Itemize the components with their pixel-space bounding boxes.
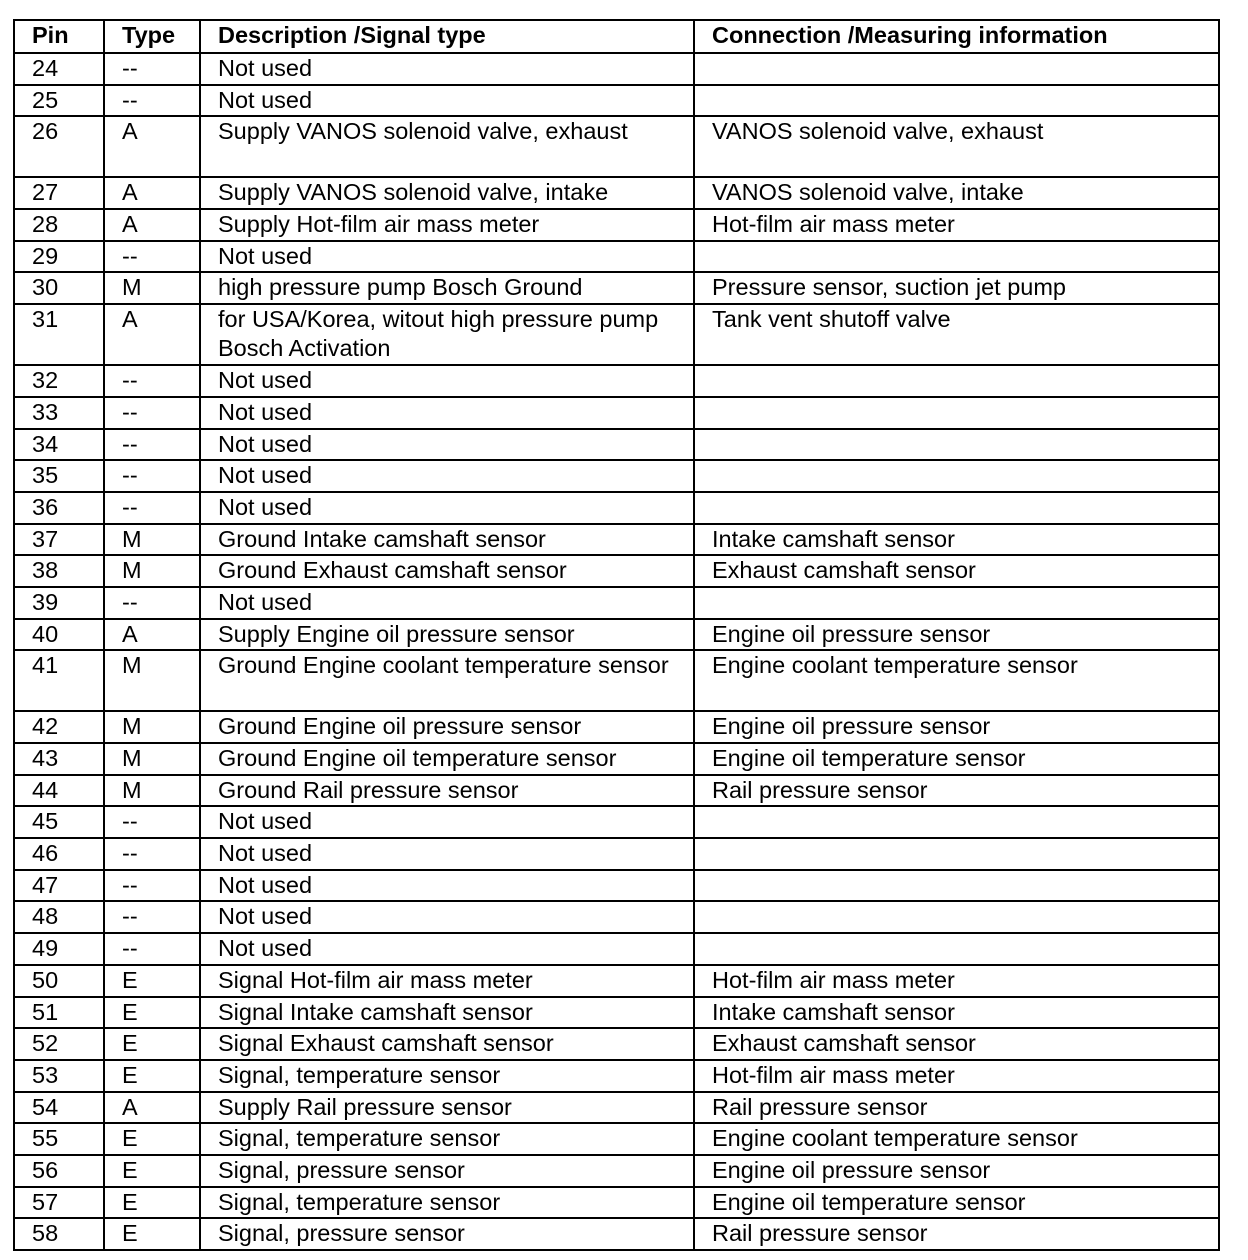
cell-pin: 47 [14, 870, 104, 902]
cell-description: Signal, temperature sensor [200, 1123, 694, 1155]
cell-description: Not used [200, 241, 694, 273]
table-row [14, 901, 1219, 933]
cell-type: M [104, 272, 200, 304]
table-row [14, 1218, 1219, 1250]
cell-pin: 25 [14, 85, 104, 117]
cell-type: E [104, 1187, 200, 1219]
cell-connection: Engine oil temperature sensor [694, 1187, 1219, 1219]
table-body [14, 53, 1219, 1250]
header-connection: Connection /Measuring information [694, 20, 1219, 53]
cell-connection [694, 901, 1219, 933]
cell-pin: 56 [14, 1155, 104, 1187]
table-row [14, 177, 1219, 209]
cell-connection: Rail pressure sensor [694, 1092, 1219, 1124]
cell-description: Signal, temperature sensor [200, 1060, 694, 1092]
cell-description: Ground Exhaust camshaft sensor [200, 555, 694, 587]
cell-description: Ground Intake camshaft sensor [200, 524, 694, 556]
cell-description: for USA/Korea, witout high pressure pump Bosch Activation [200, 304, 694, 365]
cell-description: Not used [200, 365, 694, 397]
cell-connection [694, 429, 1219, 461]
table-row [14, 241, 1219, 273]
cell-connection: Hot-film air mass meter [694, 1060, 1219, 1092]
cell-pin: 27 [14, 177, 104, 209]
cell-description: Signal Hot-film air mass meter [200, 965, 694, 997]
table-row [14, 85, 1219, 117]
cell-description: Not used [200, 901, 694, 933]
cell-connection [694, 870, 1219, 902]
cell-type: E [104, 997, 200, 1029]
cell-connection: Engine oil pressure sensor [694, 1155, 1219, 1187]
cell-pin: 41 [14, 650, 104, 711]
cell-pin: 39 [14, 587, 104, 619]
cell-description: Not used [200, 806, 694, 838]
cell-description: Not used [200, 85, 694, 117]
cell-pin: 38 [14, 555, 104, 587]
cell-description: Not used [200, 870, 694, 902]
cell-description: Supply VANOS solenoid valve, exhaust [200, 116, 694, 177]
cell-connection: Intake camshaft sensor [694, 997, 1219, 1029]
cell-type: E [104, 1155, 200, 1187]
cell-description: Not used [200, 397, 694, 429]
cell-description: Not used [200, 53, 694, 85]
cell-description: Not used [200, 587, 694, 619]
cell-connection [694, 397, 1219, 429]
cell-type: -- [104, 870, 200, 902]
cell-connection [694, 806, 1219, 838]
cell-description: Supply Engine oil pressure sensor [200, 619, 694, 651]
cell-connection: Hot-film air mass meter [694, 209, 1219, 241]
table-row [14, 711, 1219, 743]
table-row [14, 933, 1219, 965]
header-row [14, 20, 1219, 53]
cell-type: -- [104, 587, 200, 619]
cell-description: Not used [200, 838, 694, 870]
cell-description: Ground Engine oil pressure sensor [200, 711, 694, 743]
cell-connection: VANOS solenoid valve, exhaust [694, 116, 1219, 177]
cell-pin: 50 [14, 965, 104, 997]
table-row [14, 397, 1219, 429]
cell-connection [694, 241, 1219, 273]
cell-pin: 55 [14, 1123, 104, 1155]
table-row [14, 1187, 1219, 1219]
cell-type: -- [104, 85, 200, 117]
cell-description: Not used [200, 933, 694, 965]
table-row [14, 838, 1219, 870]
cell-description: Supply Hot-film air mass meter [200, 209, 694, 241]
cell-pin: 32 [14, 365, 104, 397]
table-row [14, 1092, 1219, 1124]
cell-connection: Exhaust camshaft sensor [694, 1028, 1219, 1060]
cell-connection: VANOS solenoid valve, intake [694, 177, 1219, 209]
table-row [14, 1155, 1219, 1187]
cell-connection [694, 53, 1219, 85]
cell-connection: Engine oil temperature sensor [694, 743, 1219, 775]
cell-connection [694, 460, 1219, 492]
cell-type: -- [104, 806, 200, 838]
cell-pin: 40 [14, 619, 104, 651]
cell-pin: 42 [14, 711, 104, 743]
cell-type: M [104, 743, 200, 775]
cell-pin: 49 [14, 933, 104, 965]
cell-type: E [104, 1218, 200, 1250]
cell-pin: 51 [14, 997, 104, 1029]
cell-type: E [104, 1060, 200, 1092]
table-row [14, 304, 1219, 365]
cell-type: A [104, 304, 200, 365]
cell-description: high pressure pump Bosch Ground [200, 272, 694, 304]
cell-connection: Engine coolant temperature sensor [694, 1123, 1219, 1155]
cell-type: M [104, 775, 200, 807]
cell-pin: 30 [14, 272, 104, 304]
table-row [14, 775, 1219, 807]
table-row [14, 365, 1219, 397]
cell-description: Signal, temperature sensor [200, 1187, 694, 1219]
cell-connection: Rail pressure sensor [694, 1218, 1219, 1250]
cell-pin: 43 [14, 743, 104, 775]
cell-pin: 52 [14, 1028, 104, 1060]
cell-type: M [104, 555, 200, 587]
cell-pin: 37 [14, 524, 104, 556]
table-row [14, 743, 1219, 775]
header-pin: Pin [14, 20, 104, 53]
cell-connection: Pressure sensor, suction jet pump [694, 272, 1219, 304]
table-row [14, 965, 1219, 997]
cell-pin: 34 [14, 429, 104, 461]
table-row [14, 870, 1219, 902]
table-row [14, 460, 1219, 492]
table-row [14, 429, 1219, 461]
cell-pin: 29 [14, 241, 104, 273]
cell-connection [694, 492, 1219, 524]
cell-description: Ground Rail pressure sensor [200, 775, 694, 807]
table-row [14, 524, 1219, 556]
cell-pin: 26 [14, 116, 104, 177]
cell-type: M [104, 711, 200, 743]
cell-type: -- [104, 397, 200, 429]
cell-pin: 31 [14, 304, 104, 365]
cell-pin: 53 [14, 1060, 104, 1092]
cell-pin: 48 [14, 901, 104, 933]
table-row [14, 492, 1219, 524]
cell-description: Not used [200, 460, 694, 492]
cell-connection [694, 933, 1219, 965]
table-row [14, 1060, 1219, 1092]
cell-pin: 33 [14, 397, 104, 429]
cell-type: A [104, 177, 200, 209]
cell-connection: Intake camshaft sensor [694, 524, 1219, 556]
cell-connection: Engine oil pressure sensor [694, 711, 1219, 743]
cell-description: Ground Engine oil temperature sensor [200, 743, 694, 775]
cell-type: -- [104, 933, 200, 965]
header-type: Type [104, 20, 200, 53]
table-row [14, 116, 1219, 177]
cell-pin: 54 [14, 1092, 104, 1124]
cell-pin: 45 [14, 806, 104, 838]
cell-type: -- [104, 492, 200, 524]
cell-description: Ground Engine coolant temperature sensor [200, 650, 694, 711]
cell-description: Signal Exhaust camshaft sensor [200, 1028, 694, 1060]
cell-type: A [104, 209, 200, 241]
cell-pin: 44 [14, 775, 104, 807]
table-row [14, 997, 1219, 1029]
table-row [14, 555, 1219, 587]
cell-connection: Engine oil pressure sensor [694, 619, 1219, 651]
cell-connection: Rail pressure sensor [694, 775, 1219, 807]
cell-type: -- [104, 53, 200, 85]
cell-description: Supply Rail pressure sensor [200, 1092, 694, 1124]
cell-description: Signal, pressure sensor [200, 1155, 694, 1187]
cell-connection [694, 587, 1219, 619]
cell-pin: 58 [14, 1218, 104, 1250]
cell-connection: Engine coolant temperature sensor [694, 650, 1219, 711]
cell-type: -- [104, 241, 200, 273]
table-row [14, 650, 1219, 711]
cell-type: M [104, 650, 200, 711]
cell-type: E [104, 1123, 200, 1155]
table-row [14, 806, 1219, 838]
table-header [14, 20, 1219, 53]
cell-type: -- [104, 901, 200, 933]
cell-type: -- [104, 838, 200, 870]
cell-connection: Tank vent shutoff valve [694, 304, 1219, 365]
cell-type: -- [104, 460, 200, 492]
table-row [14, 209, 1219, 241]
table-row [14, 53, 1219, 85]
table-row [14, 619, 1219, 651]
cell-type: A [104, 116, 200, 177]
pin-assignment-table [13, 19, 1220, 1251]
cell-description: Not used [200, 492, 694, 524]
cell-pin: 57 [14, 1187, 104, 1219]
cell-description: Signal, pressure sensor [200, 1218, 694, 1250]
cell-type: -- [104, 429, 200, 461]
cell-type: A [104, 619, 200, 651]
cell-type: E [104, 965, 200, 997]
cell-pin: 24 [14, 53, 104, 85]
cell-pin: 28 [14, 209, 104, 241]
table-row [14, 272, 1219, 304]
cell-type: A [104, 1092, 200, 1124]
cell-connection [694, 85, 1219, 117]
table-row [14, 587, 1219, 619]
cell-type: M [104, 524, 200, 556]
cell-connection [694, 365, 1219, 397]
cell-connection: Exhaust camshaft sensor [694, 555, 1219, 587]
cell-pin: 46 [14, 838, 104, 870]
cell-description: Signal Intake camshaft sensor [200, 997, 694, 1029]
cell-pin: 36 [14, 492, 104, 524]
header-description: Description /Signal type [200, 20, 694, 53]
cell-description: Not used [200, 429, 694, 461]
table-row [14, 1123, 1219, 1155]
cell-type: -- [104, 365, 200, 397]
cell-pin: 35 [14, 460, 104, 492]
cell-description: Supply VANOS solenoid valve, intake [200, 177, 694, 209]
cell-connection [694, 838, 1219, 870]
cell-type: E [104, 1028, 200, 1060]
table-row [14, 1028, 1219, 1060]
cell-connection: Hot-film air mass meter [694, 965, 1219, 997]
